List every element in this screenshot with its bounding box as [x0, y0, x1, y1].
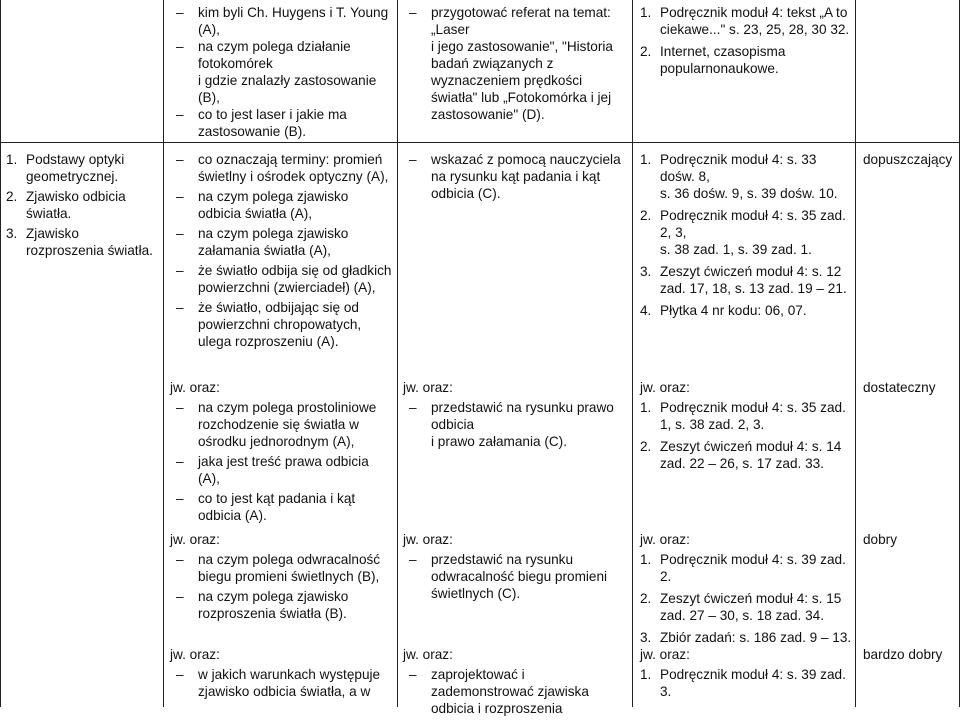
- jw-oraz-label: jw. oraz:: [170, 532, 220, 547]
- row1-knowledge-item: – na czym polega zjawisko odbicia światła (A),: [170, 188, 392, 222]
- row1-knowledge-item: – na czym polega zjawisko załamania światła (A),: [170, 225, 392, 259]
- row1-resource-item: 4. Płytka 4 nr kodu: 06, 07.: [640, 303, 807, 318]
- row0-resource-item: 1. Podręcznik moduł 4: tekst „A to ciekawe..." s. 23, 25, 28, 30 32.: [640, 5, 850, 37]
- row0-knowledge-item: – co to jest laser i jakie ma zastosowanie (B).: [170, 106, 392, 140]
- row1-knowledge-item: – że światło, odbijając się od powierzchni chropowatych, ulega rozproszeniu (A).: [170, 299, 392, 350]
- row2-skills-item: – przedstawić na rysunku prawo odbicia i prawo załamania (C).: [403, 399, 629, 450]
- row1-knowledge-cell: [170, 151, 392, 353]
- grade-label: dobry: [863, 532, 898, 547]
- row0-skills-item: – przygotować referat na temat: „Laser i jego zastosowanie", "Historia badań związanych z wyznaczeniem prędkości światła" lub „Fotokomórka i jej zastosowanie" (D).: [403, 4, 629, 123]
- column-divider: [855, 0, 856, 707]
- column-divider: [632, 0, 633, 707]
- row4-knowledge-cell: [170, 646, 392, 703]
- column-divider: [397, 0, 398, 707]
- row4-resources-cell: [640, 646, 852, 705]
- row2-skills-cell: [403, 379, 629, 453]
- jw-oraz-label: jw. oraz:: [403, 647, 453, 662]
- row1-resource-item: 2. Podręcznik moduł 4: s. 35 zad. 2, 3, s. 38 zad. 1, s. 39 zad. 1.: [640, 208, 846, 257]
- row0-skills-cell: [403, 4, 629, 123]
- grade-label: dostateczny: [863, 380, 936, 395]
- row1-resources-cell: [640, 151, 852, 324]
- row3-resource-item: 1. Podręcznik moduł 4: s. 39 zad. 2.: [640, 552, 846, 584]
- topics-cell: [6, 151, 160, 259]
- row1-resource-item: 3. Zeszyt ćwiczeń moduł 4: s. 12 zad. 17, 18, s. 13 zad. 19 – 21.: [640, 264, 847, 296]
- topic-item: 3. Zjawisko rozproszenia światła.: [6, 226, 153, 258]
- jw-oraz-label: jw. oraz:: [640, 380, 690, 395]
- jw-oraz-label: jw. oraz:: [170, 380, 220, 395]
- row3-skills-item: – przedstawić na rysunku odwracalność biegu promieni świetlnych (C).: [403, 551, 629, 602]
- row2-knowledge-cell: [170, 379, 392, 527]
- row2-knowledge-item: – na czym polega prostoliniowe rozchodzenie się światła w ośrodku jednorodnym (A),: [170, 399, 392, 450]
- row4-skills-cell: [403, 646, 629, 720]
- row1-skills-cell: [403, 151, 629, 205]
- table-border-left: [0, 0, 1, 707]
- row2-resource-item: 1. Podręcznik moduł 4: s. 35 zad. 1, s. 38 zad. 2, 3.: [640, 400, 846, 432]
- jw-oraz-label: jw. oraz:: [640, 532, 690, 547]
- row2-knowledge-item: – co to jest kąt padania i kąt odbicia (A).: [170, 490, 392, 524]
- row0-knowledge-item: – kim byli Ch. Huygens i T. Young (A),: [170, 4, 392, 38]
- row3-knowledge-cell: [170, 531, 392, 625]
- row-divider: [0, 142, 960, 143]
- row1-resource-item: 1. Podręcznik moduł 4: s. 33 dośw. 8, s. 36 dośw. 9, s. 39 dośw. 10.: [640, 152, 838, 201]
- jw-oraz-label: jw. oraz:: [403, 380, 453, 395]
- jw-oraz-label: jw. oraz:: [403, 532, 453, 547]
- column-divider: [163, 0, 164, 707]
- jw-oraz-label: jw. oraz:: [640, 647, 690, 662]
- row1-knowledge-item: – co oznaczają terminy: promień świetlny i ośrodek optyczny (A),: [170, 151, 392, 185]
- row3-knowledge-item: – na czym polega zjawisko rozproszenia światła (B).: [170, 588, 392, 622]
- jw-oraz-label: jw. oraz:: [170, 647, 220, 662]
- row0-resources-cell: [640, 4, 850, 77]
- row3-skills-cell: [403, 531, 629, 605]
- grade-label: dopuszczający: [863, 152, 953, 167]
- row4-resource-item: 1. Podręcznik moduł 4: s. 39 zad. 3.: [640, 667, 846, 699]
- topic-item: 2. Zjawisko odbicia światła.: [6, 189, 126, 221]
- row1-knowledge-item: – że światło odbija się od gładkich powierzchni (zwierciadeł) (A),: [170, 262, 392, 296]
- row3-resource-item: 3. Zbiór zadań: s. 186 zad. 9 – 13.: [640, 630, 852, 645]
- row4-knowledge-item: – w jakich warunkach występuje zjawisko odbicia światła, a w: [170, 666, 392, 700]
- row0-resource-item: 2. Internet, czasopisma popularnonaukowe.: [640, 44, 786, 76]
- row2-knowledge-item: – jaka jest treść prawa odbicia (A),: [170, 453, 392, 487]
- row3-resource-item: 2. Zeszyt ćwiczeń moduł 4: s. 15 zad. 27 – 30, s. 18 zad. 34.: [640, 591, 842, 623]
- row4-skills-item: – zaprojektować i zademonstrować zjawiska odbicia i rozproszenia: [403, 666, 629, 717]
- row3-knowledge-item: – na czym polega odwracalność biegu promieni świetlnych (B),: [170, 551, 392, 585]
- row2-resource-item: 2. Zeszyt ćwiczeń moduł 4: s. 14 zad. 22 – 26, s. 17 zad. 33.: [640, 439, 842, 471]
- row3-resources-cell: [640, 531, 852, 651]
- row2-resources-cell: [640, 379, 852, 477]
- grade-label: bardzo dobry: [863, 647, 943, 662]
- row0-knowledge-item: – na czym polega działanie fotokomórek i gdzie znalazły zastosowanie (B),: [170, 38, 392, 106]
- row0-knowledge-cell: [170, 4, 392, 140]
- topic-item: 1. Podstawy optyki geometrycznej.: [6, 152, 125, 184]
- row1-skills-item: – wskazać z pomocą nauczyciela na rysunku kąt padania i kąt odbicia (C).: [403, 151, 629, 202]
